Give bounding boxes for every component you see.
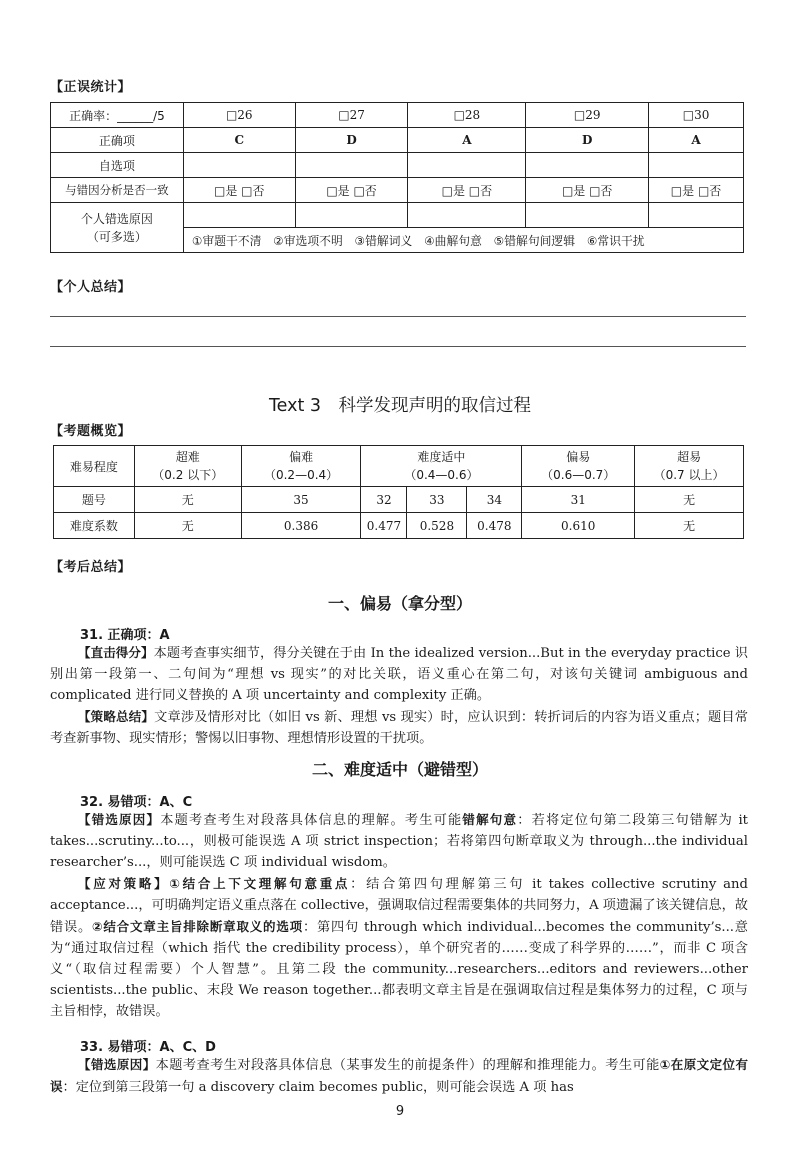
coefficient-cell: 0.386 <box>241 513 361 539</box>
level-easy <box>522 446 635 487</box>
q32-label: 32. 易错项：A、C <box>80 795 193 810</box>
level-name: 难度适中 <box>417 450 466 464</box>
level-range: （0.4—0.6） <box>404 468 479 482</box>
answer-cell: D <box>526 128 649 153</box>
emphasis: 错解句意 <box>462 812 518 827</box>
text: ：第四句 through which individual...becomes the community’s...意为“通过取信过程（which 指代 the credibility process），单个研究者的……变成了科学界的……”，而非 C 项含义“（取信过程需要）个人智慧”。且第二段 the community...researchers...editors and reviewers...other scientists...the public、末段 We reason together...都表明文章主旨是在强调取信过程是集体努力的过程，C 项与主旨相悖，故错误。 <box>50 920 748 1019</box>
q32-paragraph-2 <box>50 873 748 1022</box>
difficulty-table <box>53 445 744 539</box>
level-name: 超难 <box>175 450 200 464</box>
yes-no-checkbox[interactable]: □是 □否 <box>408 178 526 203</box>
level-hard <box>241 446 361 487</box>
text: 本题考查考生对段落具体信息的理解。考生可能 <box>160 813 463 828</box>
level-range: （0.2—0.4） <box>263 468 339 482</box>
answer-cell: C <box>183 128 295 153</box>
answer-cell: A <box>649 128 744 153</box>
q33-label: 33. 易错项：A、C、D <box>80 1040 216 1055</box>
self-choice-input[interactable] <box>649 153 744 178</box>
text: 本题考查事实细节，得分关键在于由 In the idealized version...But in the everyday practice 识别出第一段第一、二句间为“理想 vs 现实”的对比关联，语义重心在第二句，对该句关键词 ambiguous and complicated 进行同义替换的 A 项 uncertainty and complexity 正确。 <box>50 646 748 703</box>
yes-no-checkbox[interactable]: □是 □否 <box>183 178 295 203</box>
question-number-cell: 32 <box>361 487 407 513</box>
level-range: （0.6—0.7） <box>541 468 616 482</box>
self-choice-input[interactable] <box>295 153 408 178</box>
question-checkbox-30[interactable]: □30 <box>649 103 744 128</box>
self-choice-input[interactable] <box>408 153 526 178</box>
difficulty-row-label: 难易程度 <box>54 446 135 487</box>
q31-paragraph-2 <box>50 706 748 749</box>
answer-cell: D <box>295 128 408 153</box>
self-choice-input[interactable] <box>183 153 295 178</box>
q31-label: 31. 正确项：A <box>80 628 170 643</box>
section-heading-medium: 二、难度适中（避错型） <box>311 760 488 779</box>
yes-no-checkbox[interactable]: □是 □否 <box>526 178 649 203</box>
question-number-row <box>54 487 744 513</box>
coefficient-cell: 0.478 <box>467 513 522 539</box>
tag: 【直击得分】 <box>78 645 154 660</box>
reason-label: 个人错选原因 <box>80 211 153 226</box>
emphasis: ①在原文定位有误 <box>50 1057 748 1094</box>
section-heading-easy: 一、偏易（拿分型） <box>327 594 472 613</box>
level-extra-hard <box>134 446 241 487</box>
emphasis: ②结合文章主旨排除断章取义的选项 <box>91 919 303 934</box>
answer-row <box>51 128 744 153</box>
level-medium <box>361 446 522 487</box>
answer-cell: A <box>408 128 526 153</box>
reason-input[interactable] <box>526 203 649 228</box>
reason-options[interactable]: ①审题干不清 ②审选项不明 ③错解词义 ④曲解句意 ⑤错解句间逻辑 ⑥常识干扰 <box>183 228 743 253</box>
coefficient-cell: 0.610 <box>522 513 635 539</box>
level-name: 偏易 <box>566 450 591 464</box>
summary-writing-line[interactable] <box>50 316 746 317</box>
question-row-label: 题号 <box>54 487 135 513</box>
stats-header-row <box>51 103 744 128</box>
question-number-cell: 34 <box>467 487 522 513</box>
question-checkbox-27[interactable]: □27 <box>295 103 408 128</box>
question-checkbox-29[interactable]: □29 <box>526 103 649 128</box>
difficulty-level-row <box>54 446 744 487</box>
coefficient-cell: 0.477 <box>361 513 407 539</box>
text: 本题考查考生对段落具体信息（某事发生的前提条件）的理解和推理能力。考生可能 <box>155 1058 660 1073</box>
coefficient-cell: 无 <box>635 513 744 539</box>
text: ：结合第四句理解第三句 it takes collective scrutiny and acceptance...，可明确判定语义重点落在 collective，强调取信过程需要集体的共同努力，A 项遗漏了该关键信息，故错误。 <box>50 877 748 935</box>
self-choice-row <box>51 153 744 178</box>
page-number: 9 <box>395 1104 405 1119</box>
summary-label: 【个人总结】 <box>50 280 132 295</box>
tag: 【策略总结】 <box>78 709 155 724</box>
question-checkbox-28[interactable]: □28 <box>408 103 526 128</box>
text: ：定位到第三段第一句 a discovery claim becomes public，则可能会误选 A 项 has <box>62 1080 574 1095</box>
reason-label-note: （可多选） <box>86 229 147 244</box>
coefficient-row-label: 难度系数 <box>54 513 135 539</box>
tag: 【错选原因】 <box>78 812 161 827</box>
reason-input[interactable] <box>649 203 744 228</box>
coefficient-cell: 0.528 <box>407 513 467 539</box>
consistency-label: 与错因分析是否一致 <box>51 178 184 203</box>
stats-table <box>50 102 744 253</box>
yes-no-checkbox[interactable]: □是 □否 <box>649 178 744 203</box>
coefficient-cell: 无 <box>134 513 241 539</box>
overview-label: 【考题概览】 <box>50 424 132 439</box>
level-extra-easy <box>635 446 744 487</box>
text: 文章涉及情形对比（如旧 vs 新、理想 vs 现实）时，应认识到：转折词后的内容为语义重点；题目常考查新事物、现实情形；警惕以旧事物、理想情形设置的干扰项。 <box>50 710 748 746</box>
consistency-row <box>51 178 744 203</box>
coefficient-row <box>54 513 744 539</box>
reason-input[interactable] <box>183 203 295 228</box>
level-name: 偏难 <box>289 450 314 464</box>
yes-no-checkbox[interactable]: □是 □否 <box>295 178 408 203</box>
question-number-cell: 35 <box>241 487 361 513</box>
stats-section-label: 【正误统计】 <box>50 80 132 95</box>
level-name: 超易 <box>677 450 702 464</box>
question-number-cell: 31 <box>522 487 635 513</box>
question-checkbox-26[interactable]: □26 <box>183 103 295 128</box>
level-range: （0.7 以上） <box>653 468 725 482</box>
reason-input[interactable] <box>295 203 408 228</box>
reason-input[interactable] <box>408 203 526 228</box>
question-number-cell: 无 <box>134 487 241 513</box>
q33-paragraph-1 <box>50 1054 748 1098</box>
tag: 【应对策略】 <box>78 876 170 891</box>
reason-label-cell <box>51 203 184 253</box>
answer-row-label: 正确项 <box>51 128 184 153</box>
reason-row-top <box>51 203 744 228</box>
emphasis: ①结合上下文理解句意重点 <box>169 876 351 891</box>
level-range: （0.2 以下） <box>152 468 224 482</box>
summary-writing-line[interactable] <box>50 346 746 347</box>
q32-paragraph-1 <box>50 809 748 873</box>
text-title: Text 3 科学发现声明的取信过程 <box>268 396 532 416</box>
q31-paragraph-1 <box>50 642 748 706</box>
after-exam-label: 【考后总结】 <box>50 560 132 575</box>
tag: 【错选原因】 <box>78 1057 156 1072</box>
question-number-cell: 无 <box>635 487 744 513</box>
self-choice-label: 自选项 <box>51 153 184 178</box>
question-number-cell: 33 <box>407 487 467 513</box>
self-choice-input[interactable] <box>526 153 649 178</box>
text: ：若将定位句第二段第三句错解为 it takes...scrutiny...to...，则极可能误选 A 项 strict inspection；若将第四句断章取义为 through...the individual researcher’s...，则可能误选 C 项 individual wisdom。 <box>50 813 748 870</box>
accuracy-cell[interactable]: 正确率：______/5 <box>51 103 184 128</box>
